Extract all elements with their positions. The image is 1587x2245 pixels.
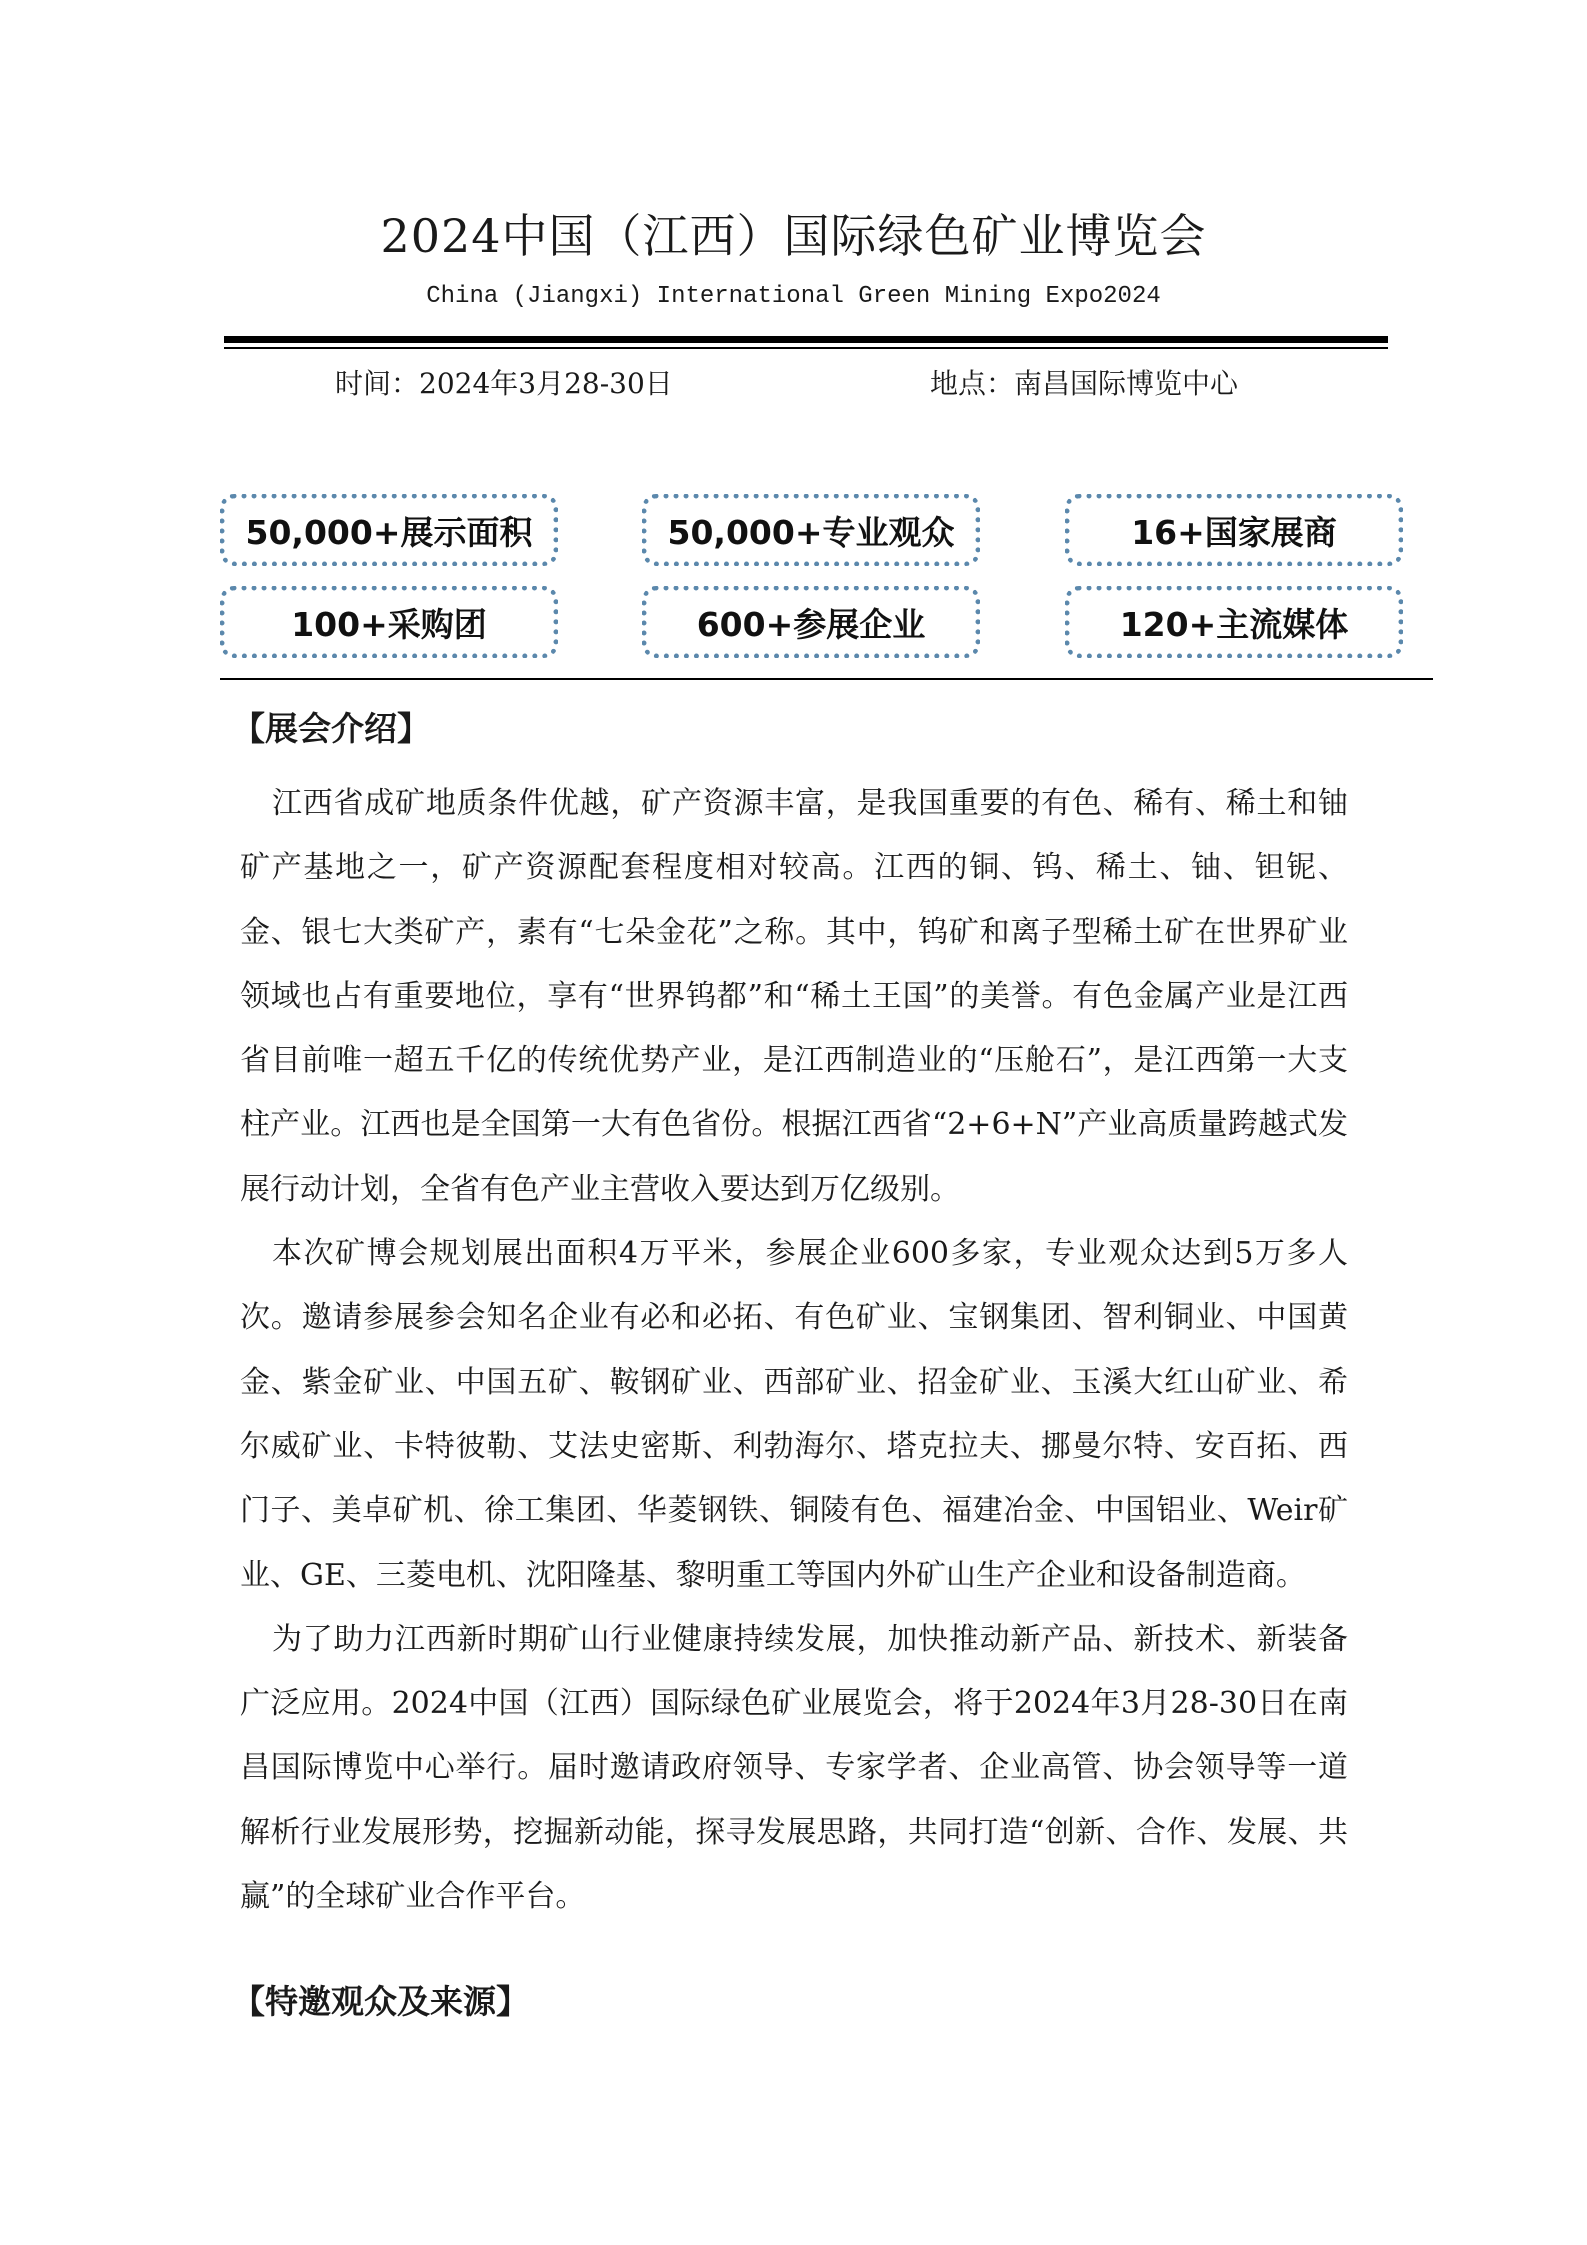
intro-paragraph: 为了助力江西新时期矿山行业健康持续发展，加快推动新产品、新技术、新装备广泛应用。2024中国（江西）国际绿色矿业展览会，将于2024年3月28-30日在南昌国际博览中心举行。届时邀请政府领导、专家学者、企业高管、协会领导等一道解析行业发展形势，挖掘新动能，探寻发展思路，共同打造“创新、合作、发展、共赢”的全球矿业合作平台。 [240, 1621, 1348, 1915]
intro-body [240, 772, 1348, 1929]
header-divider-thin [224, 347, 1388, 349]
intro-paragraph: 江西省成矿地质条件优越，矿产资源丰富，是我国重要的有色、稀有、稀土和铀矿产基地之一，矿产资源配套程度相对较高。江西的铜、钨、稀土、铀、钽铌、金、银七大类矿产，素有“七朵金花”之称。其中，钨矿和离子型稀土矿在世界矿业领域也占有重要地位，享有“世界钨都”和“稀土王国”的美誉。有色金属产业是江西省目前唯一超五千亿的传统优势产业，是江西制造业的“压舱石”，是江西第一大支柱产业。江西也是全国第一大有色省份。根据江西省“2+6+N”产业高质量跨越式发展行动计划，全省有色产业主营收入要达到万亿级别。 [240, 786, 1348, 1207]
page-subtitle: China (Jiangxi) International Green Mining Expo2024 [426, 283, 1161, 310]
page-title: 2024中国（江西）国际绿色矿业博览会 [380, 209, 1207, 263]
stat-mainstream-media: 120+主流媒体 [1065, 586, 1403, 658]
section-title-audience: 【特邀观众及来源】 [232, 1982, 529, 2021]
intro-paragraph: 本次矿博会规划展出面积4万平米，参展企业600多家，专业观众达到5万多人次。邀请参展参会知名企业有必和必拓、有色矿业、宝钢集团、智利铜业、中国黄金、紫金矿业、中国五矿、鞍钢矿业、西部矿业、招金矿业、玉溪大红山矿业、希尔威矿业、卡特彼勒、艾法史密斯、利勃海尔、塔克拉夫、挪曼尔特、安百拓、西门子、美卓矿机、徐工集团、华菱钢铁、铜陵有色、福建冶金、中国铝业、Weir矿业、GE、三菱电机、沈阳隆基、黎明重工等国内外矿山生产企业和设备制造商。 [240, 1236, 1348, 1593]
section-title-intro: 【展会介绍】 [232, 709, 430, 748]
event-time: 时间：2024年3月28-30日 [335, 367, 673, 400]
stat-country-exhibitors: 16+国家展商 [1065, 494, 1403, 566]
stat-exhibiting-companies: 600+参展企业 [642, 586, 980, 658]
stat-purchasing-groups: 100+采购团 [220, 586, 558, 658]
stat-exhibition-area: 50,000+展示面积 [220, 494, 558, 566]
section-divider [220, 678, 1433, 680]
header-divider-thick [224, 336, 1388, 343]
stat-professional-visitors: 50,000+专业观众 [642, 494, 980, 566]
event-place: 地点：南昌国际博览中心 [930, 367, 1239, 400]
